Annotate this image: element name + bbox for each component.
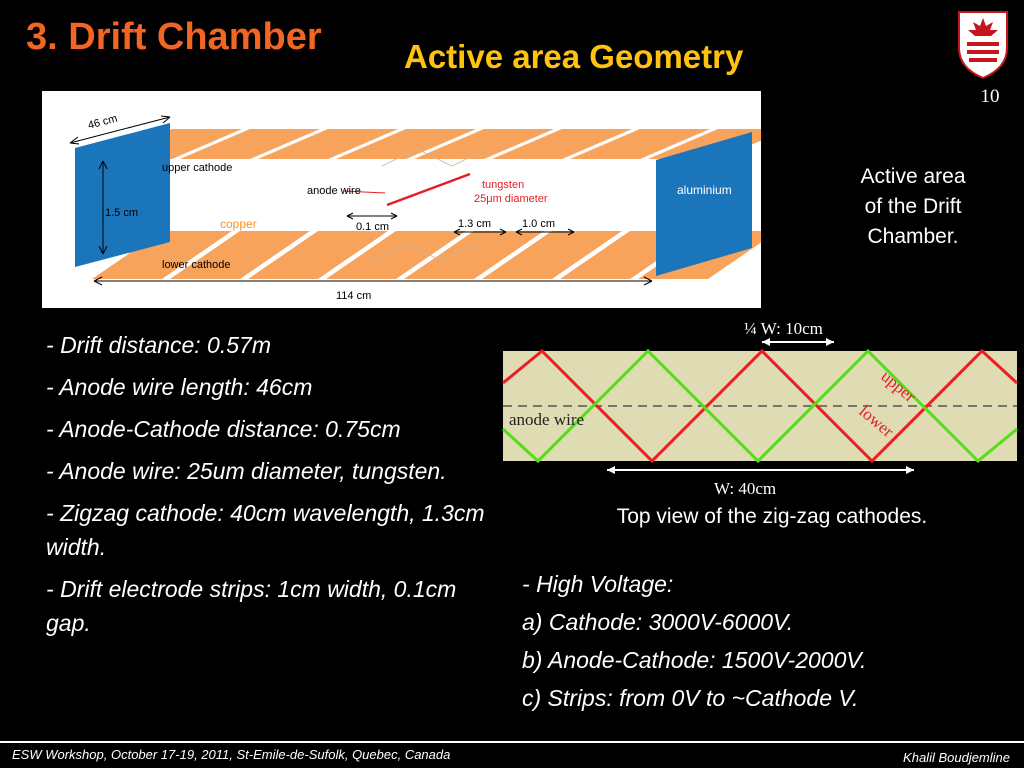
bullet-item: - Anode wire: 25um diameter, tungsten. (46, 458, 447, 484)
bullet-item: - Drift electrode strips: 1cm width, 0.1cm gap. (46, 576, 457, 636)
active-area-caption (838, 162, 988, 252)
high-voltage-heading: - High Voltage: (522, 571, 674, 597)
wavelength-label: W: 40cm (714, 479, 777, 498)
bullet-item: - Drift distance: 0.57m (46, 332, 271, 358)
width-label: 46 cm (86, 112, 119, 132)
footer-divider (0, 741, 1024, 743)
lower-cathode-label: lower cathode (162, 259, 231, 271)
aluminium-label: aluminium (677, 183, 732, 197)
upper-cathode-label: upper cathode (162, 162, 233, 174)
upper-label: upper (877, 366, 920, 406)
upper-cathode-strips (102, 129, 761, 159)
high-voltage-item: c) Strips: from 0V to ~Cathode V. (522, 685, 859, 711)
diameter-label: 25μm diameter (474, 193, 548, 205)
copper-label: copper (220, 217, 257, 231)
anode-wire (387, 174, 470, 205)
specs-bullet-list (46, 328, 496, 648)
anode-wire-label: anode wire (509, 410, 585, 429)
strip-width-label: 1.3 cm (458, 218, 492, 230)
tungsten-label: tungsten (482, 179, 525, 191)
active-area-geometry-figure (42, 91, 761, 308)
bullet-item: - Anode wire length: 46cm (46, 374, 313, 400)
slide-subtitle: Active area Geometry (404, 38, 744, 75)
zigzag-cathode-figure (500, 318, 1020, 504)
caption-line: of the Drift (864, 195, 962, 218)
university-shield-logo-icon (955, 8, 1011, 80)
high-voltage-item: a) Cathode: 3000V-6000V. (522, 609, 794, 635)
page-number: 10 (980, 86, 1000, 107)
anode-wire-label: anode wire (307, 185, 361, 197)
strip-spacing-label: 1.0 cm (522, 218, 556, 230)
height-label: 1.5 cm (105, 207, 139, 219)
bullet-item: - Anode-Cathode distance: 0.75cm (46, 416, 401, 442)
caption-line: Active area (860, 165, 966, 188)
quarter-wavelength-label: ¼ W: 10cm (744, 319, 823, 338)
high-voltage-list (522, 566, 1012, 718)
caption-line: Chamber. (867, 225, 959, 248)
left-aluminium-plate (75, 123, 170, 267)
length-label: 114 cm (336, 290, 372, 302)
gap-label: 0.1 cm (356, 221, 390, 233)
bullet-item: - Zigzag cathode: 40cm wavelength, 1.3cm width. (46, 500, 485, 560)
topview-caption: Top view of the zig-zag cathodes. (616, 505, 928, 528)
high-voltage-item: b) Anode-Cathode: 1500V-2000V. (522, 647, 867, 673)
slide-title: 3. Drift Chamber (26, 16, 322, 58)
footer-author: Khalil Boudjemline (903, 750, 1010, 765)
footer-event: ESW Workshop, October 17-19, 2011, St-Emile-de-Sufolk, Quebec, Canada (12, 747, 451, 762)
lower-label: lower (855, 401, 898, 441)
